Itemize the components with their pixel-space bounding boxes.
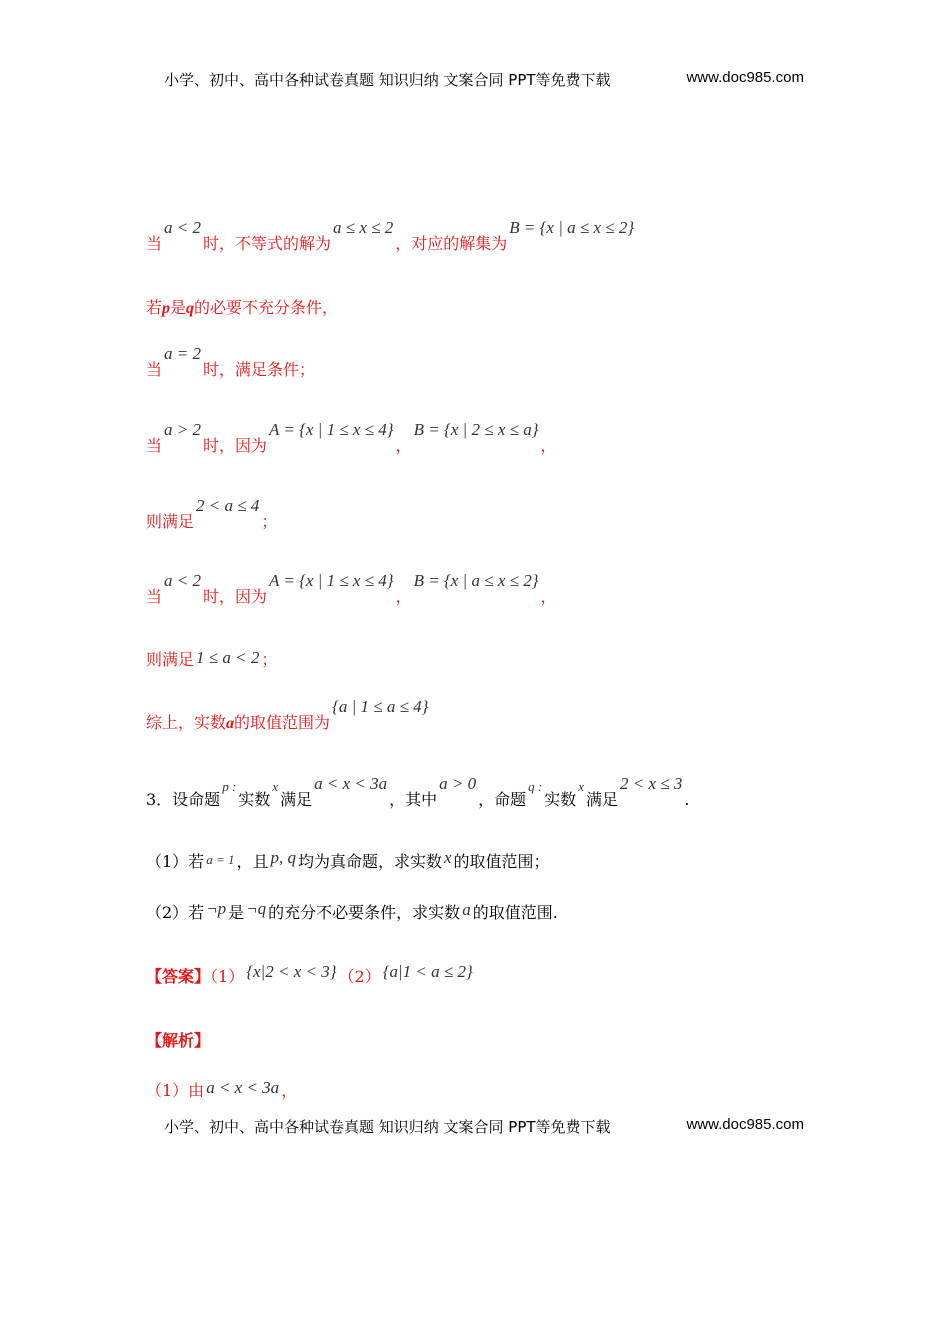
text: 的取值范围. [472, 903, 558, 922]
math: ¬p [206, 899, 227, 918]
page-header [164, 69, 804, 90]
math: q : [528, 779, 543, 794]
text: ， [281, 1081, 298, 1100]
text: 当 [146, 234, 163, 253]
text: 则满足 [146, 512, 195, 531]
text: 是 [228, 903, 245, 922]
line-3 [146, 344, 316, 380]
math: 2 < x ≤ 3 [620, 774, 683, 793]
math: p : [222, 779, 237, 794]
math: B = {x | a ≤ x ≤ 2} [509, 218, 635, 237]
analysis-heading: 【解析】 [146, 1031, 211, 1050]
footer-text: 小学、初中、高中各种试卷真题 知识归纳 文案合同 PPT等免费下载 [164, 1118, 611, 1136]
line-2 [146, 298, 338, 319]
math: ¬q [246, 899, 267, 918]
question-1 [146, 848, 550, 873]
footer-site[interactable]: www.doc985.com [686, 1116, 804, 1133]
math: {a|1 < a ≤ 2} [382, 962, 473, 981]
text: 满足 [280, 790, 313, 809]
text: 的充分不必要条件，求实数 [268, 903, 461, 922]
math: x [272, 779, 279, 794]
text: 的必要不充分条件， [194, 298, 339, 317]
text: ， [540, 587, 557, 606]
math: A = {x | 1 ≤ x ≤ 4} [269, 420, 394, 439]
text: （1）由 [146, 1081, 205, 1100]
line-6 [146, 571, 557, 607]
header-text: 小学、初中、高中各种试卷真题 知识归纳 文案合同 PPT等免费下载 [164, 71, 611, 89]
text: ， [540, 436, 557, 455]
math: a < x < 3a [314, 774, 388, 793]
var-a: a [226, 715, 235, 732]
text: 的取值范围； [453, 852, 550, 871]
text: ； [261, 512, 278, 531]
text: . [684, 790, 690, 809]
text: （1） [210, 967, 245, 986]
line-1 [146, 218, 636, 254]
text: （2）若 [146, 903, 205, 922]
math: a [462, 900, 471, 919]
text: ，命题 [478, 790, 527, 809]
line-8 [146, 697, 430, 734]
problem-stem [146, 774, 690, 811]
math: A = {x | 1 ≤ x ≤ 4} [269, 571, 394, 590]
text: ，对应的解集为 [395, 234, 508, 253]
answer-line [146, 962, 475, 987]
text: 时，不等式的解为 [203, 234, 332, 253]
math: a < 2 [164, 571, 201, 590]
question-2 [146, 899, 558, 923]
math: a = 2 [164, 344, 201, 363]
answer-label: 【答案】 [146, 967, 211, 986]
math: B = {x | a ≤ x ≤ 2} [413, 571, 539, 590]
math: 1 ≤ a < 2 [196, 648, 260, 667]
math: {x|2 < x < 3} [246, 962, 337, 981]
text: （2） [338, 967, 381, 986]
header-site[interactable]: www.doc985.com [686, 69, 804, 86]
text: ，且 [236, 852, 269, 871]
text: 的取值范围为 [234, 713, 331, 732]
text: 满足 [586, 790, 619, 809]
text: 当 [146, 587, 163, 606]
math: B = {x | 2 ≤ x ≤ a} [413, 420, 539, 439]
line-4 [146, 420, 557, 456]
math: a > 0 [439, 774, 477, 793]
text: 实数 [544, 790, 577, 809]
line-5 [146, 496, 278, 532]
text: 时，因为 [203, 587, 268, 606]
math: p, q [270, 848, 296, 867]
text: 实数 [238, 790, 271, 809]
var-q: q [186, 300, 195, 317]
math: a < x < 3a [206, 1078, 280, 1097]
math: a > 2 [164, 420, 201, 439]
text: ； [261, 650, 278, 669]
math: 2 < a ≤ 4 [196, 496, 260, 515]
math: a < 2 [164, 218, 201, 237]
text: （1）若 [146, 852, 205, 871]
text: 当 [146, 360, 163, 379]
math: a = 1 [206, 852, 235, 867]
analysis-label [146, 1031, 210, 1051]
solution-line-1 [146, 1078, 298, 1101]
text: 3．设命题 [146, 790, 221, 809]
math: a ≤ x ≤ 2 [333, 218, 394, 237]
text: 时，因为 [203, 436, 268, 455]
text: ， [395, 436, 412, 455]
text: 均为真命题，求实数 [297, 852, 442, 871]
text: ， [395, 587, 412, 606]
text: 当 [146, 436, 163, 455]
text: ，其中 [389, 790, 438, 809]
page-footer [164, 1116, 804, 1137]
text: 综上，实数 [146, 713, 227, 732]
var-p: p [162, 300, 171, 317]
text: 时，满足条件； [203, 360, 316, 379]
math: x [578, 779, 584, 794]
text: 若 [146, 298, 163, 317]
math: {a | 1 ≤ a ≤ 4} [332, 697, 429, 716]
text: 则满足 [146, 650, 195, 669]
text: 是 [170, 298, 187, 317]
line-7 [146, 650, 277, 670]
math: x [444, 848, 452, 867]
